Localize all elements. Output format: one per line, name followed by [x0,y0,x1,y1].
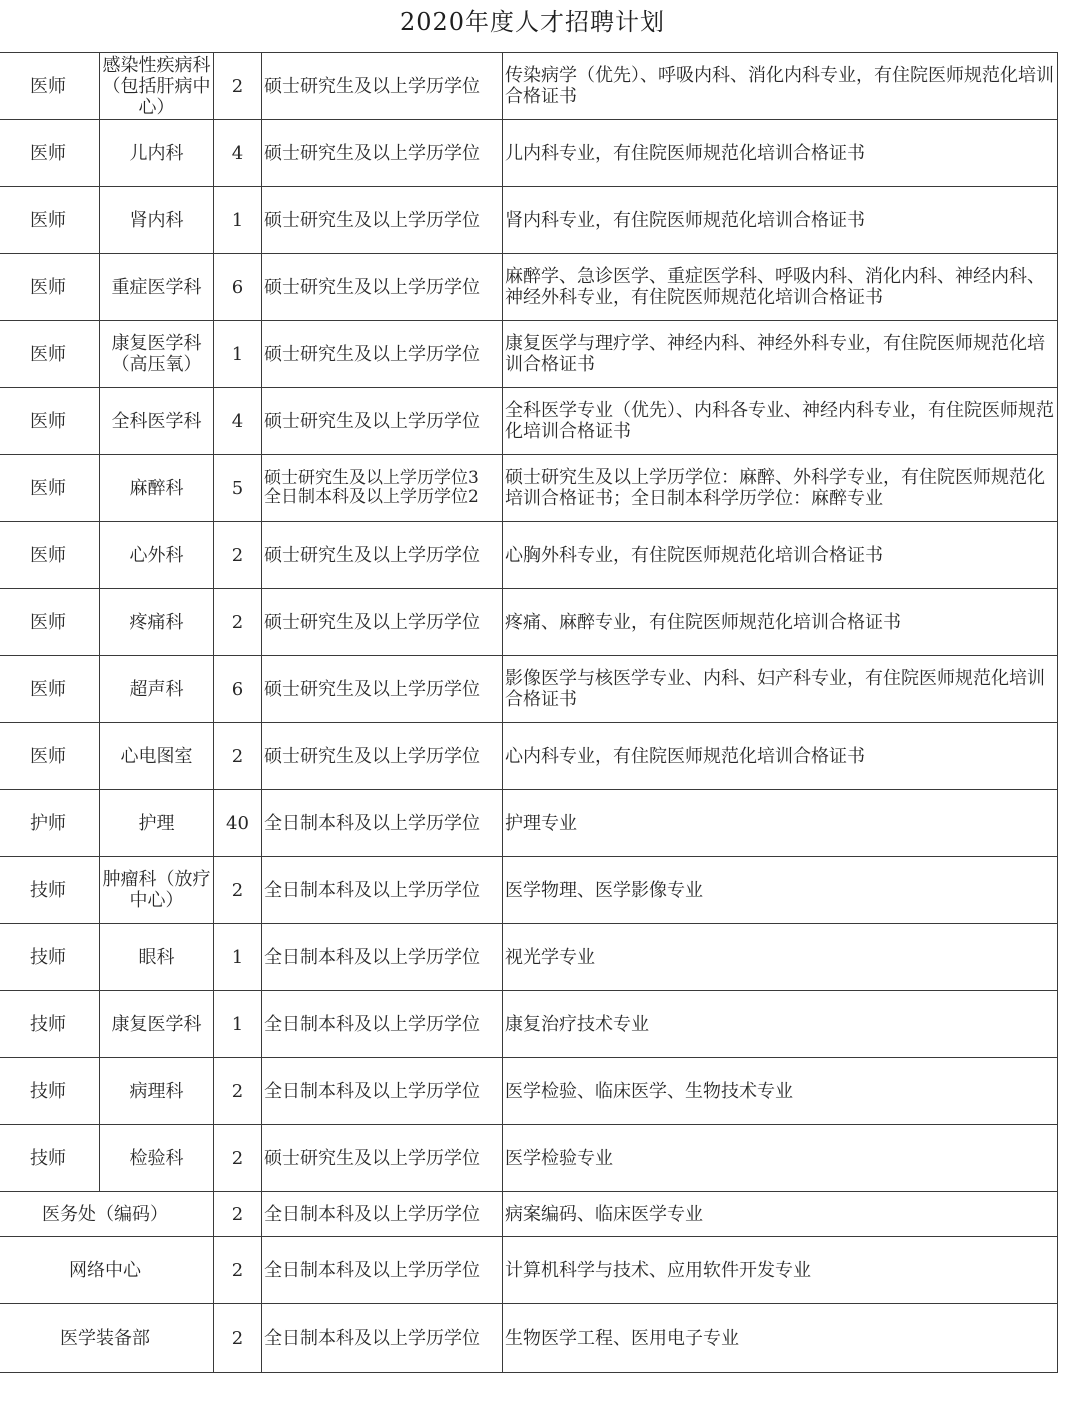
requirement-cell: 全科医学专业（优先）、内科各专业、神经内科专业，有住院医师规范化培训合格证书 [503,388,1058,455]
department-cell: 肿瘤科（放疗中心） [100,857,214,924]
department-cell: 眼科 [100,924,214,991]
requirement-cell: 传染病学（优先）、呼吸内科、消化内科专业，有住院医师规范化培训合格证书 [503,53,1058,120]
unit-cell: 医学装备部 [0,1304,214,1373]
count-cell: 2 [214,522,262,589]
table-row [0,589,1058,656]
education-cell: 全日制本科及以上学历学位 [262,1192,503,1237]
requirement-cell: 肾内科专业，有住院医师规范化培训合格证书 [503,187,1058,254]
department-cell: 护理 [100,790,214,857]
education-cell: 硕士研究生及以上学历学位 [262,723,503,790]
education-cell: 硕士研究生及以上学历学位 [262,388,503,455]
unit-cell: 网络中心 [0,1237,214,1304]
count-cell: 2 [214,1192,262,1237]
department-cell: 超声科 [100,656,214,723]
department-cell: 疼痛科 [100,589,214,656]
education-cell: 硕士研究生及以上学历学位 [262,53,503,120]
table-row [0,120,1058,187]
count-cell: 2 [214,723,262,790]
count-cell: 4 [214,388,262,455]
table-row [0,522,1058,589]
requirement-cell: 计算机科学与技术、应用软件开发专业 [503,1237,1058,1304]
table-row [0,656,1058,723]
page-title: 2020年度人才招聘计划 [399,8,666,36]
requirement-cell: 康复治疗技术专业 [503,991,1058,1058]
requirement-cell: 医学检验专业 [503,1125,1058,1192]
education-cell: 全日制本科及以上学历学位 [262,857,503,924]
count-cell: 6 [214,254,262,321]
count-cell: 1 [214,321,262,388]
count-cell: 2 [214,589,262,656]
position-cell: 技师 [0,1125,100,1192]
table-row [0,790,1058,857]
requirement-cell: 儿内科专业，有住院医师规范化培训合格证书 [503,120,1058,187]
requirement-cell: 硕士研究生及以上学历学位：麻醉、外科学专业，有住院医师规范化培训合格证书；全日制本科学历学位：麻醉专业 [503,455,1058,522]
count-cell: 2 [214,1304,262,1373]
education-cell: 全日制本科及以上学历学位 [262,1304,503,1373]
requirement-cell: 心内科专业，有住院医师规范化培训合格证书 [503,723,1058,790]
position-cell: 医师 [0,455,100,522]
table-row [0,388,1058,455]
table-row [0,321,1058,388]
education-cell: 硕士研究生及以上学历学位 [262,522,503,589]
table-row [0,924,1058,991]
education-cell: 全日制本科及以上学历学位 [262,1058,503,1125]
position-cell: 技师 [0,924,100,991]
requirement-cell: 影像医学与核医学专业、内科、妇产科专业，有住院医师规范化培训合格证书 [503,656,1058,723]
requirement-cell: 生物医学工程、医用电子专业 [503,1304,1058,1373]
education-cell: 全日制本科及以上学历学位 [262,924,503,991]
department-cell: 康复医学科（高压氧） [100,321,214,388]
position-cell: 技师 [0,857,100,924]
position-cell: 技师 [0,1058,100,1125]
department-cell: 康复医学科 [100,991,214,1058]
count-cell: 6 [214,656,262,723]
position-cell: 医师 [0,522,100,589]
department-cell: 重症医学科 [100,254,214,321]
count-cell: 2 [214,53,262,120]
table-row [0,723,1058,790]
recruitment-table [0,52,1058,1373]
count-cell: 2 [214,857,262,924]
education-cell: 硕士研究生及以上学历学位 [262,187,503,254]
requirement-cell: 心胸外科专业，有住院医师规范化培训合格证书 [503,522,1058,589]
position-cell: 医师 [0,254,100,321]
table-row [0,53,1058,120]
table-row [0,1237,1058,1304]
requirement-cell: 疼痛、麻醉专业，有住院医师规范化培训合格证书 [503,589,1058,656]
requirement-cell: 视光学专业 [503,924,1058,991]
department-cell: 儿内科 [100,120,214,187]
table-row [0,1125,1058,1192]
count-cell: 1 [214,187,262,254]
education-cell: 全日制本科及以上学历学位 [262,991,503,1058]
department-cell: 心外科 [100,522,214,589]
count-cell: 1 [214,991,262,1058]
education-cell: 硕士研究生及以上学历学位 [262,656,503,723]
requirement-cell: 麻醉学、急诊医学、重症医学科、呼吸内科、消化内科、神经内科、神经外科专业，有住院医师规范化培训合格证书 [503,254,1058,321]
count-cell: 5 [214,455,262,522]
requirement-cell: 护理专业 [503,790,1058,857]
table-row [0,1192,1058,1237]
requirement-cell: 医学检验、临床医学、生物技术专业 [503,1058,1058,1125]
count-cell: 2 [214,1125,262,1192]
position-cell: 医师 [0,53,100,120]
position-cell: 医师 [0,723,100,790]
position-cell: 技师 [0,991,100,1058]
requirement-cell: 病案编码、临床医学专业 [503,1192,1058,1237]
department-cell: 感染性疾病科（包括肝病中心） [100,53,214,120]
requirement-cell: 医学物理、医学影像专业 [503,857,1058,924]
education-cell: 硕士研究生及以上学历学位 [262,589,503,656]
education-cell: 硕士研究生及以上学历学位 [262,254,503,321]
table-row [0,254,1058,321]
education-cell: 硕士研究生及以上学历学位 [262,321,503,388]
table-row [0,991,1058,1058]
table-row [0,1304,1058,1373]
department-cell: 肾内科 [100,187,214,254]
position-cell: 医师 [0,656,100,723]
unit-cell: 医务处（编码） [0,1192,214,1237]
education-cell: 硕士研究生及以上学历学位 [262,1125,503,1192]
position-cell: 医师 [0,321,100,388]
position-cell: 医师 [0,120,100,187]
position-cell: 医师 [0,187,100,254]
count-cell: 2 [214,1058,262,1125]
position-cell: 医师 [0,388,100,455]
department-cell: 全科医学科 [100,388,214,455]
education-cell: 全日制本科及以上学历学位 [262,1237,503,1304]
table-row [0,1058,1058,1125]
education-cell: 硕士研究生及以上学历学位3 全日制本科及以上学历学位2 [262,455,503,522]
position-cell: 医师 [0,589,100,656]
department-cell: 心电图室 [100,723,214,790]
department-cell: 病理科 [100,1058,214,1125]
count-cell: 1 [214,924,262,991]
table-row [0,455,1058,522]
position-cell: 护师 [0,790,100,857]
count-cell: 2 [214,1237,262,1304]
department-cell: 麻醉科 [100,455,214,522]
education-cell: 硕士研究生及以上学历学位 [262,120,503,187]
count-cell: 4 [214,120,262,187]
requirement-cell: 康复医学与理疗学、神经内科、神经外科专业，有住院医师规范化培训合格证书 [503,321,1058,388]
department-cell: 检验科 [100,1125,214,1192]
education-cell: 全日制本科及以上学历学位 [262,790,503,857]
table-row [0,857,1058,924]
table-row [0,187,1058,254]
count-cell: 40 [214,790,262,857]
